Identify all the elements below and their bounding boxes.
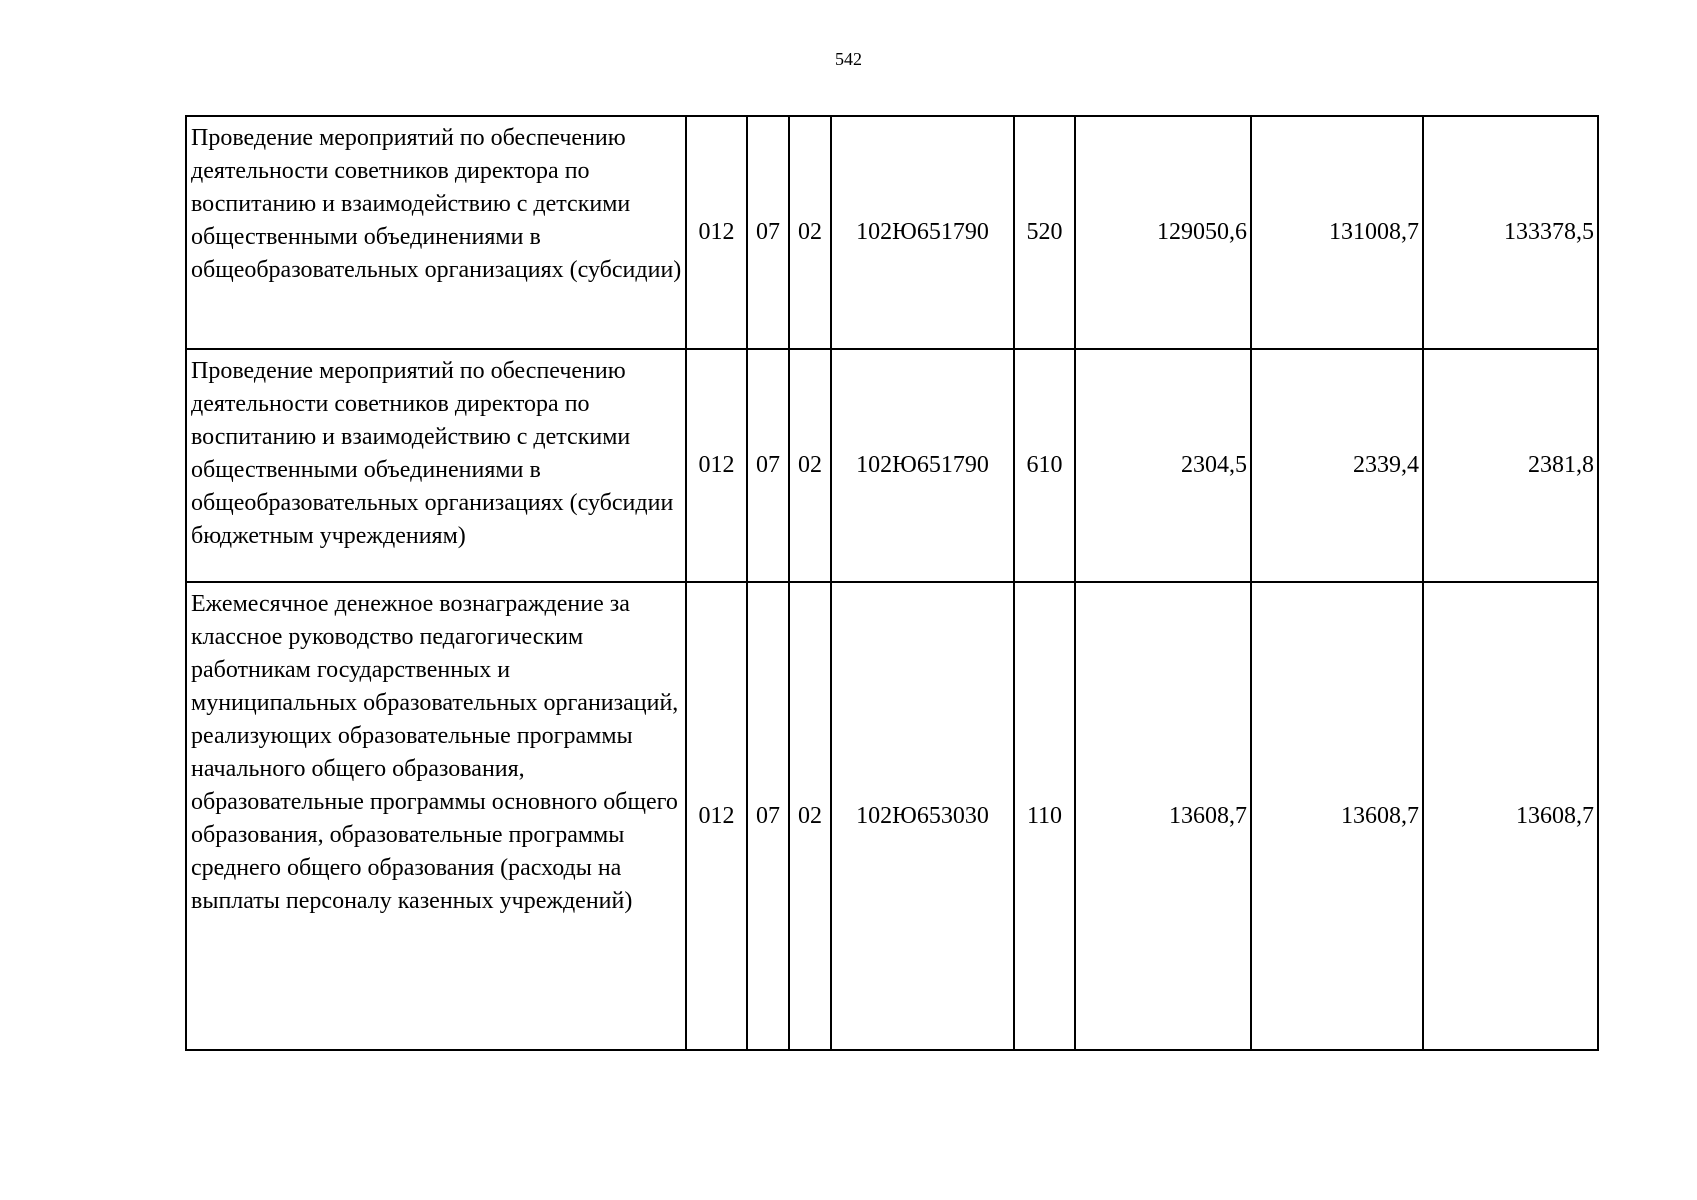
row-description: Проведение мероприятий по обеспечению деятельности советников директора по воспитанию и взаимодействию с детскими общественными объединениями в общеобразовательных организациях (субсидии бюджетным учреждениям) [186, 349, 686, 582]
row-description: Ежемесячное денежное вознаграждение за классное руководство педагогическим работникам государственных и муниципальных образовательных организаций, реализующих образовательные программы начального общего образования, образовательные программы основного общего образования, образовательные программы среднего общего образования (расходы на выплаты персоналу казенных учреждений) [186, 582, 686, 1050]
amount-year-3: 133378,5 [1423, 116, 1598, 349]
amount-year-1: 2304,5 [1075, 349, 1251, 582]
section-code: 07 [747, 116, 789, 349]
target-article-code: 102Ю653030 [831, 582, 1014, 1050]
expense-type-code: 520 [1014, 116, 1075, 349]
expense-type-code: 610 [1014, 349, 1075, 582]
amount-year-3: 2381,8 [1423, 349, 1598, 582]
ministry-code: 012 [686, 116, 747, 349]
budget-table [185, 115, 1599, 1051]
subsection-code: 02 [789, 582, 831, 1050]
target-article-code: 102Ю651790 [831, 349, 1014, 582]
subsection-code: 02 [789, 349, 831, 582]
row-description: Проведение мероприятий по обеспечению деятельности советников директора по воспитанию и взаимодействию с детскими общественными объединениями в общеобразовательных организациях (субсидии) [186, 116, 686, 349]
target-article-code: 102Ю651790 [831, 116, 1014, 349]
subsection-code: 02 [789, 116, 831, 349]
section-code: 07 [747, 349, 789, 582]
amount-year-2: 131008,7 [1251, 116, 1423, 349]
ministry-code: 012 [686, 349, 747, 582]
table-row [186, 116, 1598, 349]
table-row [186, 349, 1598, 582]
amount-year-2: 13608,7 [1251, 582, 1423, 1050]
amount-year-3: 13608,7 [1423, 582, 1598, 1050]
ministry-code: 012 [686, 582, 747, 1050]
section-code: 07 [747, 582, 789, 1050]
expense-type-code: 110 [1014, 582, 1075, 1050]
page-number: 542 [835, 49, 862, 69]
amount-year-1: 13608,7 [1075, 582, 1251, 1050]
amount-year-2: 2339,4 [1251, 349, 1423, 582]
table-row [186, 582, 1598, 1050]
amount-year-1: 129050,6 [1075, 116, 1251, 349]
